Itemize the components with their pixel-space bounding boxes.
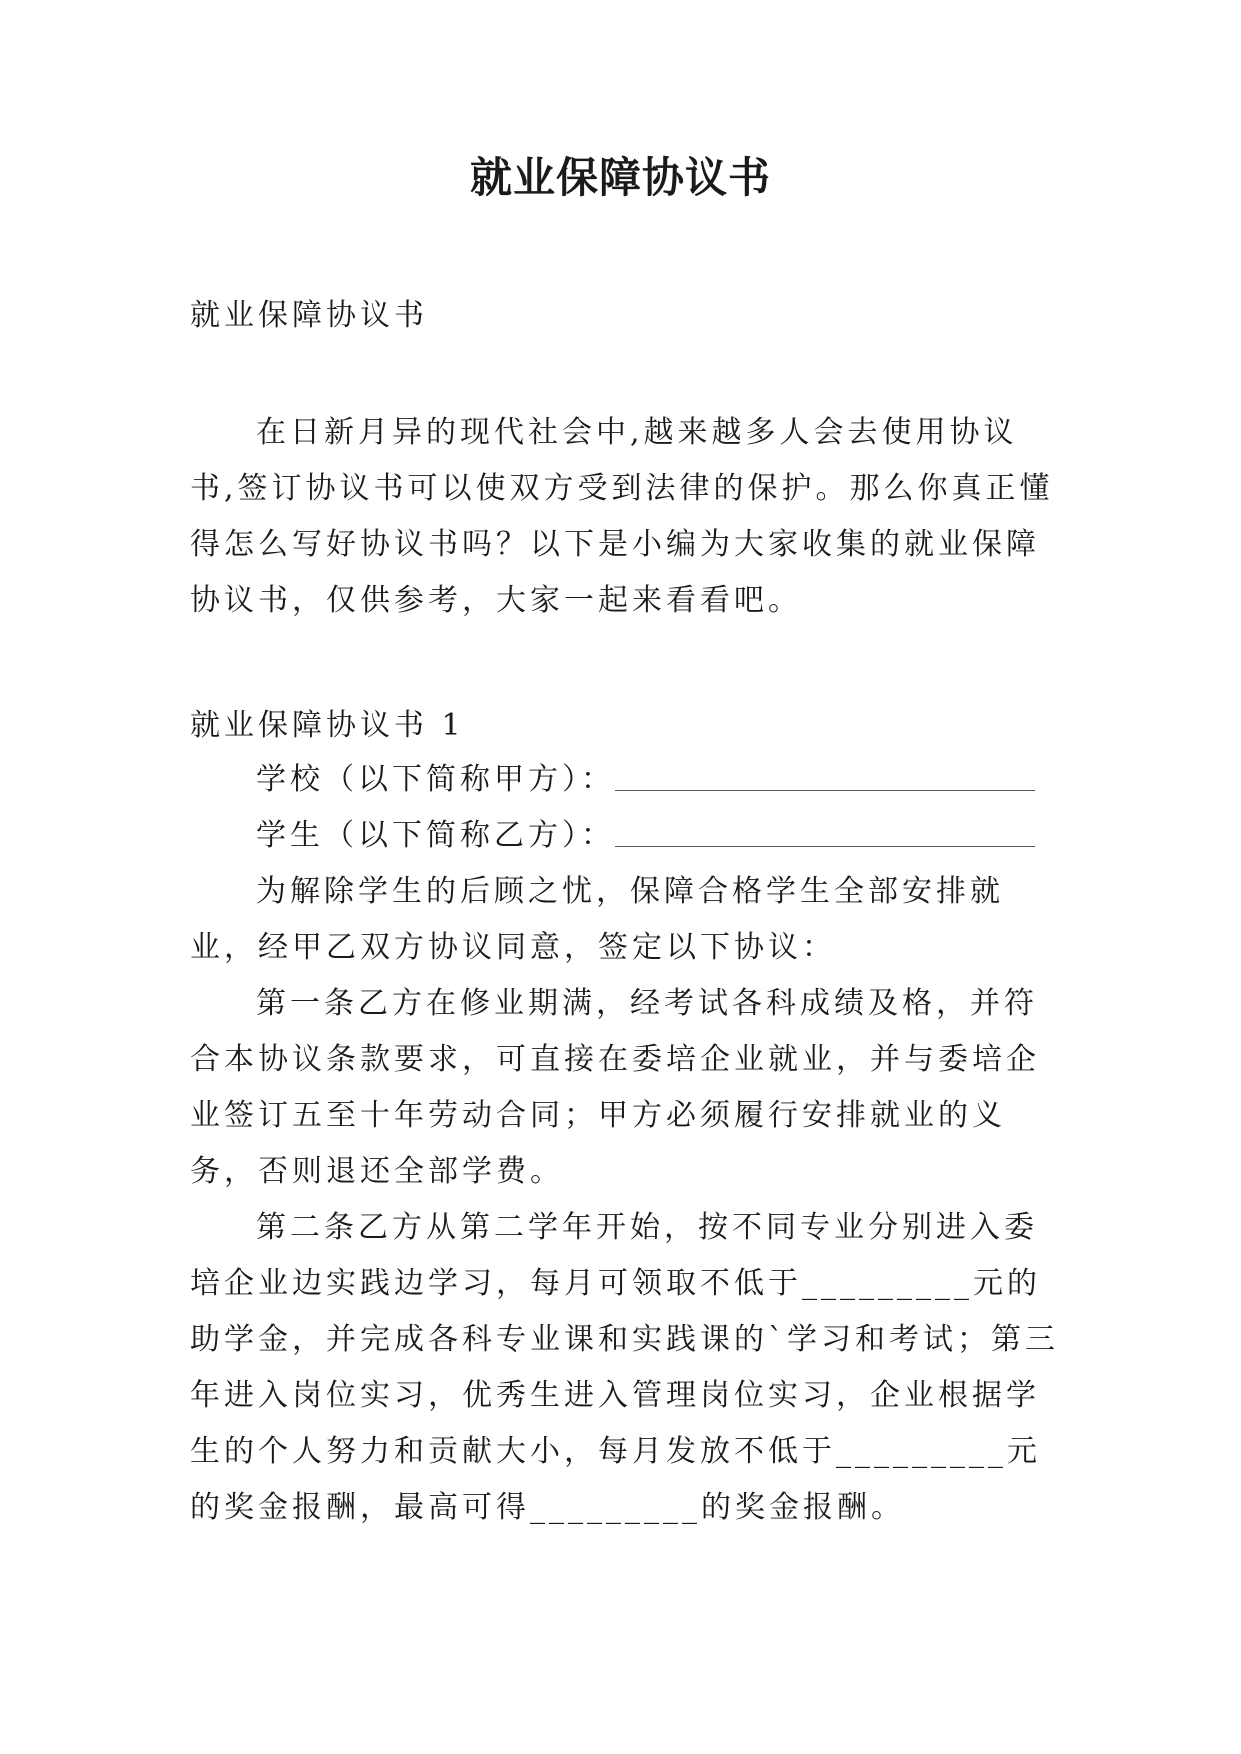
document-subtitle: 就业保障协议书 bbox=[190, 298, 428, 333]
student-label: 学生（以下简称乙方）： bbox=[256, 818, 615, 853]
article-1-paragraph: 第一条乙方在修业期满，经考试各科成绩及格，并符合本协议条款要求，可直接在委培企业就业，并与委培企业签订五至十年劳动合同；甲方必须履行安排就业的义务，否则退还全部学费。 bbox=[190, 986, 1040, 1189]
intro-paragraph: 在日新月异的现代社会中,越来越多人会去使用协议书,签订协议书可以使双方受到法律的保护。那么你真正懂得怎么写好协议书吗？以下是小编为大家收集的就业保障协议书，仅供参考，大家一起来看看吧。 bbox=[190, 415, 1054, 618]
section-title: 就业保障协议书 1 bbox=[190, 708, 465, 743]
purpose-paragraph: 为解除学生的后顾之忧，保障合格学生全部安排就业，经甲乙双方协议同意，签定以下协议： bbox=[190, 874, 1004, 965]
school-line bbox=[190, 752, 1060, 808]
document-title: 就业保障协议书 bbox=[469, 153, 771, 202]
student-line bbox=[190, 808, 1060, 864]
student-blank bbox=[615, 816, 1035, 847]
article-2-paragraph: 第二条乙方从第二学年开始，按不同专业分别进入委培企业边实践边学习，每月可领取不低于_________元的助学金，并完成各科专业课和实践课的`学习和考试；第三年进入岗位实习，优秀生进入管理岗位实习，企业根据学生的个人努力和贡献大小，每月发放不低于_________元的奖金报酬，最高可得_________的奖金报酬。 bbox=[190, 1210, 1059, 1525]
school-blank bbox=[615, 760, 1035, 791]
school-label: 学校（以下简称甲方）： bbox=[256, 762, 615, 797]
